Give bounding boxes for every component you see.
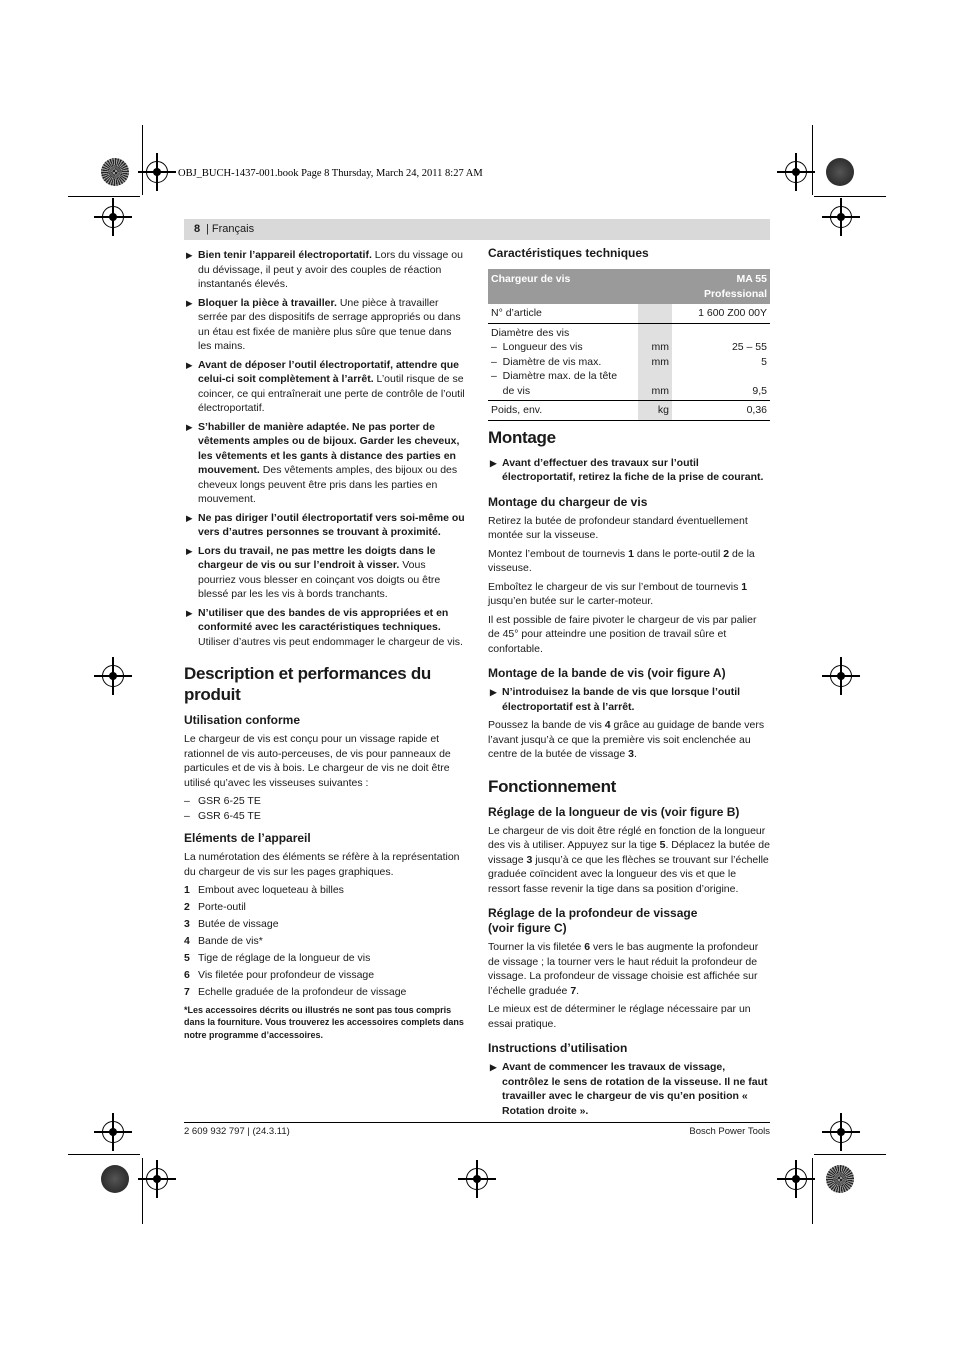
- bullet-icon: ▶: [186, 359, 193, 370]
- list-item: 5 Tige de réglage de la longueur de vis: [184, 952, 371, 964]
- warning-bullet: ▶ Avant de commencer les travaux de vissage, contrôlez le sens de rotation de la visseuse. Il ne faut travailler avec le chargeur de vis qu’en position « Rotation droite ».: [490, 1061, 768, 1117]
- subsection-title: Montage du chargeur de vis: [488, 494, 648, 509]
- paragraph: Emboîtez le chargeur de vis sur l’embout de tournevis 1 jusqu’en butée sur le carter-moteur.: [488, 580, 748, 607]
- safety-bullet: ▶ Lors du travail, ne pas mettre les doigts dans le chargeur de vis ou sur l’endroit à visser. Vous pourriez vous blesser en coinçant vos doigts ou être blessé par les les vis à bords tranchants.: [186, 544, 441, 600]
- bullet-icon: ▶: [186, 421, 193, 432]
- right-column: [488, 246, 770, 1122]
- table-cell: Diamètre des vis – Longueur des vis – Diamètre de vis max. – Diamètre max. de la tête de vis: [488, 323, 638, 401]
- crop-mark: [142, 125, 143, 195]
- crop-mark: [814, 1154, 886, 1155]
- footer-brand: Bosch Power Tools: [689, 1126, 770, 1137]
- print-slug: OBJ_BUCH-1437-001.book Page 8 Thursday, March 24, 2011 8:27 AM: [178, 168, 483, 179]
- subsection-title: Réglage de la profondeur de vissage (voir figure C): [488, 906, 698, 935]
- paragraph: Poussez la bande de vis 4 grâce au guidage de bande vers l’avant jusqu’à ce que la première vis soit enclenchée au centre de la butée de vissage 3.: [488, 719, 765, 760]
- section-title: Montage: [488, 427, 556, 447]
- paragraph: Le chargeur de vis est conçu pour un vissage rapide et rationnel de vis auto-perceuses, de vis pour panneaux de particules et de vis à bois. Le chargeur de vis ne doit être utilisé qu’avec les visseuses suivantes :: [184, 733, 451, 789]
- registration-mark-icon: [102, 206, 124, 228]
- color-wheel-icon: [101, 158, 129, 186]
- table-cell: mm mm mm: [638, 323, 672, 401]
- subsection-title: Réglage de la longueur de vis (voir figure B): [488, 804, 740, 819]
- crop-mark: [812, 1158, 813, 1224]
- paragraph: Montez l’embout de tournevis 1 dans le porte-outil 2 de la visseuse.: [488, 547, 755, 574]
- table-cell: N° d’article: [488, 304, 638, 323]
- list-item: 7 Echelle graduée de la profondeur de vissage: [184, 986, 407, 998]
- footer-doc-number: 2 609 932 797 | (24.3.11): [184, 1126, 290, 1137]
- bullet-icon: ▶: [490, 1062, 497, 1072]
- safety-list: [184, 248, 466, 649]
- bullet-icon: ▶: [186, 297, 193, 308]
- paragraph: La numérotation des éléments se réfère à la représentation du chargeur de vis sur les pages graphiques.: [184, 851, 460, 878]
- subsection-title: Utilisation conforme: [184, 713, 301, 727]
- paragraph: Il est possible de faire pivoter le chargeur de vis par palier de 45° pour atteindre une position de travail sûre et confortable.: [488, 613, 757, 655]
- list-item: – GSR 6-45 TE: [184, 809, 466, 824]
- page-header: [184, 219, 770, 240]
- safety-bullet: ▶ Bloquer la pièce à travailler. Une pièce à travailler serrée par des dispositifs de serrage appropriés ou dans un étau est fixée de manière plus sûre que tenue dans les mains.: [186, 296, 461, 352]
- list-item: – GSR 6-25 TE: [184, 794, 466, 809]
- bullet-icon: ▶: [490, 457, 497, 468]
- tech-specs-table: [488, 269, 770, 421]
- bullet-icon: ▶: [186, 512, 193, 523]
- registration-mark-icon: [146, 161, 168, 183]
- subsection-title: Montage de la bande de vis (voir figure A): [488, 666, 726, 680]
- registration-mark-icon: [102, 1121, 124, 1143]
- footer-rule: [184, 1122, 770, 1123]
- safety-bullet: ▶ N’utiliser que des bandes de vis appropriées et en conformité avec les caractéristiques techniques. Utiliser d’autres vis peut endommager le chargeur de vis.: [186, 606, 463, 648]
- elements-list: [184, 883, 466, 1000]
- table-header-cell: Chargeur de vis: [488, 269, 672, 304]
- bullet-icon: ▶: [186, 607, 193, 618]
- registration-mark-icon: [785, 1168, 807, 1190]
- registration-mark-icon: [830, 206, 852, 228]
- safety-bullet: ▶ Bien tenir l’appareil électroportatif. Lors du vissage ou du dévissage, il peut y avoir des couples de réaction instantanés élevés.: [186, 249, 463, 290]
- table-cell: [638, 304, 672, 323]
- footnote: *Les accessoires décrits ou illustrés ne sont pas tous compris dans la fourniture. Vous trouverez les accessoires complets dans notre programme d’accessoires.: [184, 1004, 464, 1040]
- list-item: 2 Porte-outil: [184, 901, 246, 913]
- bullet-icon: ▶: [490, 687, 497, 697]
- paragraph: Tourner la vis filetée 6 vers le bas augmente la profondeur de vissage ; la tourner vers le haut réduit la profondeur de vissage. La profondeur de vissage choisie est affichée sur l’échelle graduée 7.: [488, 941, 759, 997]
- page-number: 8: [194, 223, 201, 235]
- crop-mark: [812, 125, 813, 195]
- registration-mark-icon: [830, 665, 852, 687]
- list-item: 6 Vis filetée pour profondeur de vissage: [184, 969, 375, 981]
- table-cell: 1 600 Z00 00Y: [672, 304, 770, 323]
- subsection-title: Instructions d’utilisation: [488, 1041, 628, 1055]
- table-cell: 25 – 55 5 9,5: [672, 323, 770, 401]
- registration-mark-icon: [146, 1168, 168, 1190]
- safety-bullet: ▶ Avant de déposer l’outil électroportatif, attendre que celui-ci soit complètement à l’arrêt. L’outil risque de se coincer, ce qui entraînerait une perte de contrôle de l’outil électroportatif.: [186, 358, 465, 414]
- paragraph: Le mieux est de déterminer le réglage nécessaire par un essai pratique.: [488, 1003, 751, 1030]
- table-header-cell: MA 55 Professional: [672, 269, 770, 304]
- bullet-icon: ▶: [186, 545, 193, 556]
- crop-mark: [68, 196, 140, 197]
- warning-bullet: ▶ N’introduisez la bande de vis que lorsque l’outil électroportatif est à l’arrêt.: [490, 686, 741, 713]
- paragraph: Retirez la butée de profondeur standard éventuellement montée sur la visseuse.: [488, 514, 748, 541]
- registration-mark-icon: [830, 1121, 852, 1143]
- list-item: 3 Butée de vissage: [184, 918, 279, 930]
- color-wheel-icon: [826, 158, 854, 186]
- registration-mark-icon: [785, 161, 807, 183]
- warning-bullet: ▶ Avant d’effectuer des travaux sur l’outil électroportatif, retirez la fiche de la prise de courant.: [490, 456, 764, 483]
- safety-bullet: ▶ S’habiller de manière adaptée. Ne pas porter de vêtements amples ou de bijoux. Garder les cheveux, les vêtements et les gants à distance des parties en mouvement. Des vêtements amples, des bijoux ou des cheveux longs peuvent être pris dans les parties en mouvement.: [186, 420, 460, 505]
- list-item: 1 Embout avec loqueteau à billes: [184, 884, 344, 896]
- registration-mark-icon: [466, 1168, 488, 1190]
- left-column: [184, 248, 466, 1041]
- safety-bullet: ▶ Ne pas diriger l’outil électroportatif vers soi-même ou vers d’autres personnes se trouvant à proximité.: [186, 511, 465, 538]
- color-wheel-icon: [101, 1165, 129, 1193]
- section-title: Description et performances du produit: [184, 664, 432, 704]
- list-item: 4 Bande de vis*: [184, 935, 263, 947]
- subsection-title: Caractéristiques techniques: [488, 246, 649, 260]
- table-cell: kg: [638, 401, 672, 421]
- crop-mark: [814, 196, 886, 197]
- subsection-title: Eléments de l’appareil: [184, 831, 311, 845]
- table-cell: Poids, env.: [488, 401, 638, 421]
- table-cell: 0,36: [672, 401, 770, 421]
- paragraph: Le chargeur de vis doit être réglé en fonction de la longueur des vis à utiliser. Appuyez sur la tige 5. Déplacez la butée de vissage 3 jusqu’à ce que les flèches se trouvant sur l’échelle graduée coïncident avec la longueur des vis et que le ressort fasse revenir la tige dans sa position d’origine.: [488, 824, 770, 895]
- bullet-icon: ▶: [186, 250, 193, 260]
- color-wheel-icon: [826, 1165, 854, 1193]
- crop-mark: [68, 1154, 140, 1155]
- registration-mark-icon: [102, 665, 124, 687]
- crop-mark: [142, 1158, 143, 1224]
- section-title: Fonctionnement: [488, 776, 617, 796]
- page-language: | Français: [206, 223, 255, 235]
